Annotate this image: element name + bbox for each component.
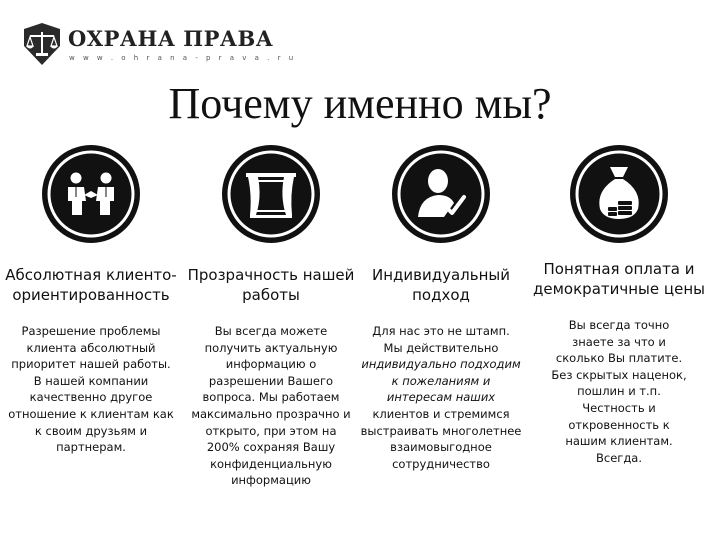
text-line: к пожеланиям и	[391, 373, 491, 388]
text-line: Честность и	[582, 400, 656, 415]
curtains-window-icon	[222, 145, 320, 243]
text-line: пошлин и т.п.	[577, 384, 661, 399]
text-line: максимально прозрачно и	[191, 406, 351, 421]
person-checkmark-icon	[392, 145, 490, 243]
text-line: информацию о	[225, 357, 317, 372]
text-line: разрешении Вашего	[208, 373, 334, 388]
text-line: индивидуально подходим	[361, 357, 521, 372]
text-line: клиента абсолютный	[26, 340, 156, 355]
text-line: 200% сохраняя Вашу	[206, 440, 336, 455]
text-line: В нашей компании	[33, 373, 149, 388]
text-line: партнерам.	[56, 440, 126, 455]
feature-column-pricing	[530, 145, 708, 466]
text-line: знаете за что и	[572, 334, 666, 349]
logo-title: ОХРАНА ПРАВА	[68, 26, 274, 51]
text-line: открыто, при этом на	[205, 423, 337, 438]
feature-description	[530, 317, 708, 466]
text-line: сотрудничество	[392, 456, 490, 471]
feature-description	[2, 323, 180, 456]
page-title: Почему именно мы?	[168, 79, 552, 128]
text-line: отношение к клиентам как	[8, 406, 174, 421]
text-line: Для нас это не штамп.	[372, 324, 510, 338]
feature-heading: Понятная оплата и демократичные цены	[533, 260, 705, 298]
feature-column-client-orientation	[2, 145, 180, 456]
feature-description	[352, 323, 530, 472]
text-line: к своим друзьям и	[34, 423, 148, 438]
text-line: информацию	[231, 473, 311, 488]
feature-description	[182, 323, 360, 489]
text-line: Без скрытых наценок,	[551, 367, 687, 382]
text-line: Вы всегда точно	[568, 318, 670, 332]
logo	[20, 22, 297, 72]
text-line: Вы всегда можете	[214, 324, 328, 338]
feature-heading: Абсолютная клиенто-ориентированность	[5, 266, 177, 304]
text-line: приоритет нашей работы.	[11, 357, 171, 372]
text-line: получить актуальную	[204, 340, 338, 355]
text-line: клиентов и стремимся	[372, 406, 510, 421]
text-line: качественно другое	[29, 390, 153, 405]
text-line: Всегда.	[596, 450, 642, 465]
text-line: взаимовыгодное	[390, 440, 492, 455]
text-line: вопроса. Мы работаем	[202, 390, 340, 405]
text-line: интересам наших	[386, 390, 496, 405]
feature-column-individual-approach	[352, 145, 530, 472]
logo-subtitle: w w w . o h r a n a - p r a v a . r u	[69, 54, 297, 62]
text-line: откровенность к	[568, 417, 670, 432]
handshake-people-icon	[42, 145, 140, 243]
feature-column-transparency	[182, 145, 360, 489]
feature-heading: Прозрачность нашей работы	[187, 266, 355, 304]
feature-heading: Индивидуальный подход	[371, 266, 510, 304]
text-line: сколько Вы платите.	[555, 351, 683, 366]
text-line: Разрешение проблемы	[21, 324, 161, 338]
text-line: выстраивать многолетнее	[360, 423, 522, 438]
money-bag-icon	[570, 145, 668, 243]
scales-icon	[20, 22, 64, 66]
text-line: нашим клиентам.	[565, 434, 673, 449]
text-line: Мы действительно	[383, 340, 499, 355]
text-line: конфиденциальную	[210, 456, 332, 471]
